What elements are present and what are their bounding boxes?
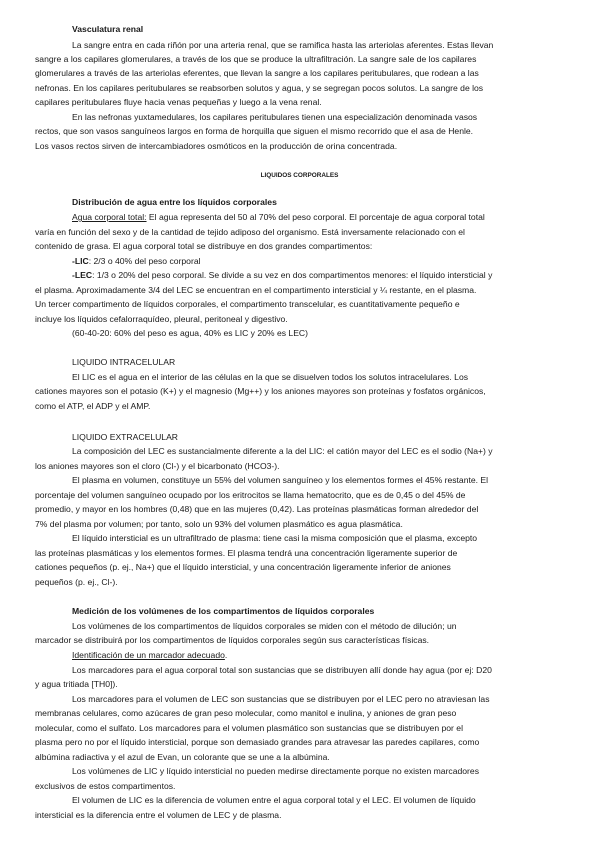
main-heading: LIQUIDOS CORPORALES (260, 172, 339, 179)
paragraph-line: y agua tritiada [TH0]). (35, 679, 118, 689)
lec-label: -LEC (72, 270, 93, 280)
text-span: : 1/3 o 20% del peso corporal. Se divide a su vez en dos compartimentos menores: el líquido intersticial y (92, 270, 493, 280)
paragraph-line: El volumen de LIC es la diferencia de volumen entre el agua corporal total y el LEC. El volumen de líquido (72, 795, 476, 805)
paragraph-line: membranas celulares, como azúcares de gran peso molecular, como manitol e inulina, y aniones de gran peso (35, 708, 457, 718)
paragraph-line: como el ATP, el ADP y el AMP. (35, 401, 151, 411)
paragraph-line: Los marcadores para el agua corporal total son sustancias que se distribuyen allí donde hay agua (por ej: D20 (72, 665, 492, 675)
paragraph-line: marcador se distribuirá por los compartimentos de líquidos corporales según sus características físicas. (35, 635, 430, 645)
paragraph-line: Los volúmenes de LIC y líquido intersticial no pueden medirse directamente porque no existen marcadores (72, 766, 479, 776)
paragraph-line: El líquido intersticial es un ultrafiltrado de plasma: tiene casi la misma composición que el plasma, excepto (72, 533, 478, 543)
paragraph-line: promedio, y mayor en los hombres (0,48) que en las mujeres (0,42). Las proteínas plasmáticas forman alrededor del (35, 504, 479, 514)
paragraph-line: cationes mayores son el potasio (K+) y el magnesio (Mg++) y los aniones mayores son proteínas y fosfatos orgánicos, (35, 386, 486, 396)
paragraph-line: En las nefronas yuxtamedulares, los capilares peritubulares tienen una especialización denominada vasos (72, 112, 478, 122)
paragraph-line: incluye los líquidos cefalorraquídeo, pleural, peritoneal y digestivo. (35, 314, 288, 324)
subheading-marcador (72, 650, 227, 661)
paragraph-line: El plasma en volumen, constituye un 55% del volumen sanguíneo y los elementos formes el 45% restante. El (72, 475, 489, 485)
lic-line (72, 256, 201, 267)
paragraph-line: cationes pequeños (p. ej., Na+) que el líquido intersticial, y una concentración ligeramente inferior de aniones (35, 562, 451, 572)
section-title-intracelular: LIQUIDO INTRACELULAR (72, 357, 176, 367)
lic-label: -LIC (72, 256, 89, 266)
underlined-label: Agua corporal total: (72, 212, 147, 222)
text-span: . (224, 650, 228, 660)
paragraph-line: molecular, como el sulfato. Los marcadores para el volumen plasmático son sustancias que se distribuyen por el (35, 723, 463, 733)
paragraph-line: nefronas. En los capilares peritubulares se reabsorben solutos y agua, y se segregan pocos solutos. La sangre de los (35, 83, 484, 93)
section-title-extracelular: LIQUIDO EXTRACELULAR (72, 432, 179, 442)
paragraph-line: porcentaje del volumen sanguíneo ocupado por los eritrocitos se llama hematocrito, que es de 0,45 o del 45% de (35, 490, 466, 500)
paragraph-line: las proteínas plasmáticas y los elementos formes. El plasma tendrá una concentración ligeramente superior de (35, 548, 458, 558)
paragraph-line: Los volúmenes de los compartimentos de líquidos corporales se miden con el método de dilución; un (72, 621, 457, 631)
paragraph-line: exclusivos de estos compartimentos. (35, 781, 176, 791)
paragraph-line: rectos, que son vasos sanguíneos largos en forma de horquilla que siguen el mismo recorrido que el asa de Henle. (35, 126, 474, 136)
paragraph-line: el plasma. Aproximadamente 3/4 del LEC se encuentran en el compartimento intersticial y ¼ restante, en el plasma. (35, 285, 477, 295)
paragraph-line: contenido de grasa. El agua corporal total se distribuye en dos grandes compartimentos: (35, 241, 373, 251)
paragraph-line: La composición del LEC es sustancialmente diferente a la del LIC: el catión mayor del LEC es el sodio (Na+) y (72, 446, 493, 456)
lec-line (72, 270, 492, 281)
paragraph-line: Los vasos rectos sirven de intercambiadores osmóticos en la producción de orina concentrada. (35, 141, 398, 151)
paragraph-line: pequeños (p. ej., Cl-). (35, 577, 118, 587)
text-span: El agua representa del 50 al 70% del peso corporal. El porcentaje de agua corporal total (146, 212, 485, 222)
paragraph-line: intersticial es la diferencia entre el volumen de LEC y de plasma. (35, 810, 282, 820)
section-title-vasculatura: Vasculatura renal (72, 24, 144, 34)
section-title-distribucion: Distribución de agua entre los líquidos corporales (72, 197, 277, 207)
paragraph-line: capilares peritubulares fluye hacia venas pequeñas y luego a la vena renal. (35, 97, 322, 107)
underlined-subheading: Identificación de un marcador adecuado (72, 650, 225, 660)
paragraph-line: Un tercer compartimento de líquidos corporales, el compartimento transcelular, es cuantitativamente pequeño e (35, 299, 460, 309)
paragraph-line: Los marcadores para el volumen de LEC son sustancias que se distribuyen por el LEC pero no atraviesan las (72, 694, 490, 704)
paragraph-line: glomerulares a través de las arteriolas eferentes, que llevan la sangre a los capilares peritubulares, que rodean a las (35, 68, 479, 78)
paragraph-line: sangre a los capilares glomerulares, a través de los que se produce la ultrafiltración. La sangre sale de los capilares (35, 54, 477, 64)
section-title-medicion: Medición de los volúmenes de los compartimentos de líquidos corporales (72, 606, 375, 616)
paragraph-line: varía en función del sexo y de la cantidad de tejido adiposo del organismo. Está inversamente relacionado con el (35, 227, 465, 237)
paragraph-line: plasma pero no por el líquido intersticial, porque son demasiado grandes para atravesar las paredes capilares, como (35, 737, 480, 747)
paragraph-line: los aniones mayores son el cloro (Cl-) y el bicarbonato (HCO3-). (35, 461, 280, 471)
paragraph-line (72, 212, 485, 223)
text-span: : 2/3 o 40% del peso corporal (88, 256, 201, 266)
paragraph-line: El LIC es el agua en el interior de las células en la que se disuelven todos los solutos intracelulares. Los (72, 372, 469, 382)
paragraph-line: albúmina radiactiva y el azul de Evan, un colorante que se une a la albúmina. (35, 752, 330, 762)
rule-604020: (60-40-20: 60% del peso es agua, 40% es LIC y 20% es LEC) (72, 328, 308, 338)
paragraph-line: 7% del plasma por volumen; por tanto, solo un 93% del volumen plasmático es agua plasmática. (35, 519, 403, 529)
paragraph-line: La sangre entra en cada riñón por una arteria renal, que se ramifica hasta las arteriolas aferentes. Estas llevan (72, 40, 494, 50)
